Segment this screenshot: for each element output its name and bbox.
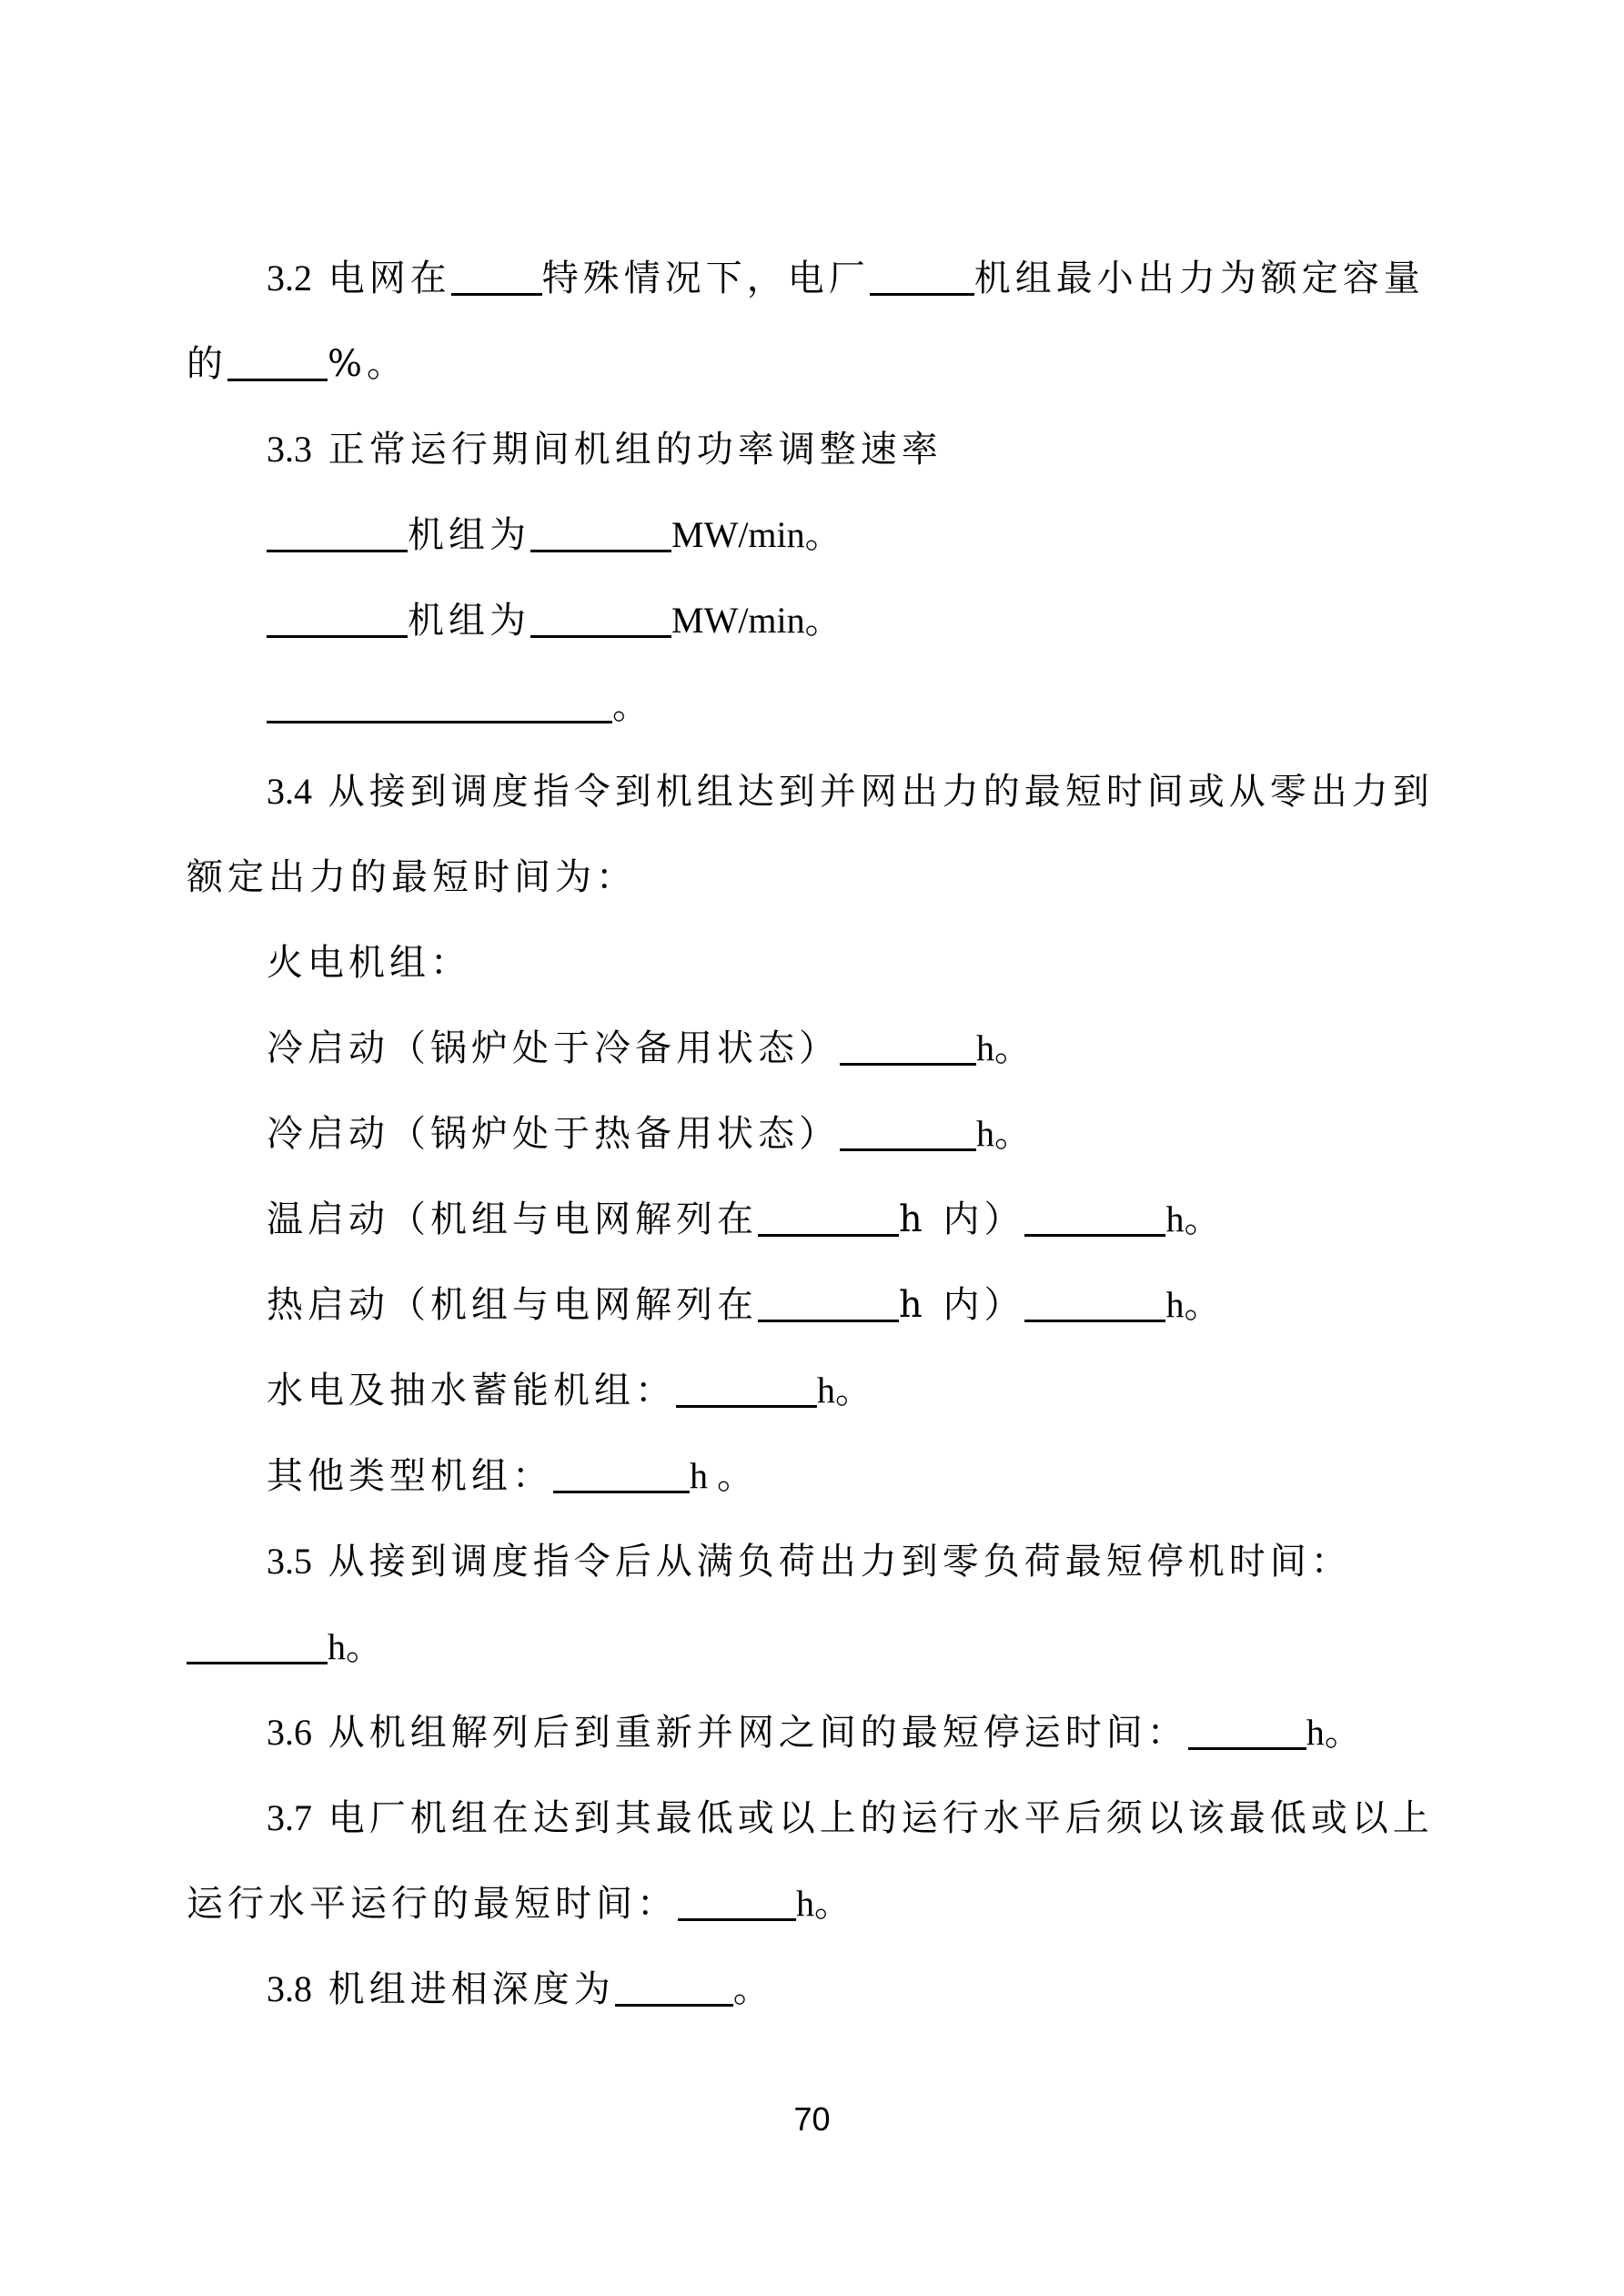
other-unit-types bbox=[267, 1454, 753, 1498]
text: %。 bbox=[328, 343, 409, 385]
text: MW/min。 bbox=[671, 514, 842, 555]
section-3-7-line-1 bbox=[267, 1796, 1434, 1840]
text: 机组进相深度为 bbox=[328, 1968, 615, 2010]
section-number: 3.6 bbox=[267, 1712, 312, 1753]
text: h。 bbox=[1306, 1712, 1361, 1753]
text: 。 bbox=[732, 1968, 774, 2010]
hydro-pumped-storage bbox=[267, 1369, 872, 1412]
text: 正常运行期间机组的功率调整速率 bbox=[328, 429, 943, 470]
text: 从机组解列后到重新并网之间的最短停运时间： bbox=[328, 1712, 1188, 1754]
text: h。 bbox=[328, 1626, 382, 1667]
text: 火电机组： bbox=[267, 942, 471, 984]
text: 冷启动（锅炉处于冷备用状态） bbox=[267, 1027, 840, 1069]
text: h。 bbox=[1165, 1199, 1221, 1239]
section-3-6 bbox=[267, 1711, 1361, 1755]
blank-field[interactable] bbox=[553, 1460, 690, 1493]
blank-field[interactable] bbox=[676, 1374, 817, 1408]
text: h 内） bbox=[899, 1199, 1025, 1240]
text: 特殊情况下，电厂 bbox=[541, 258, 870, 299]
section-3-5-line-2 bbox=[187, 1625, 382, 1669]
text: 电厂机组在达到其最低或以上的运行水平后须以该最低或以上 bbox=[328, 1797, 1434, 1839]
section-3-2-line-2 bbox=[187, 342, 408, 386]
text: 水电及抽水蓄能机组： bbox=[267, 1370, 676, 1411]
page-number: 70 bbox=[793, 2100, 831, 2138]
cold-start-cold-standby bbox=[267, 1027, 1031, 1070]
section-3-5-line-1 bbox=[267, 1540, 1352, 1583]
blank-field[interactable] bbox=[1188, 1716, 1306, 1750]
blank-field[interactable] bbox=[758, 1203, 899, 1237]
blank-field[interactable] bbox=[678, 1887, 796, 1921]
section-number: 3.7 bbox=[267, 1797, 312, 1838]
text: h。 bbox=[796, 1883, 851, 1924]
section-3-8 bbox=[267, 1967, 774, 2011]
section-3-3-line-3 bbox=[267, 684, 653, 728]
blank-field[interactable] bbox=[870, 262, 974, 296]
blank-field[interactable] bbox=[451, 262, 542, 296]
text: h。 bbox=[817, 1370, 872, 1411]
section-3-3-line-2 bbox=[267, 599, 842, 642]
text: 从接到调度指令到机组达到并网出力的最短时间或从零出力到 bbox=[328, 771, 1434, 813]
blank-field[interactable] bbox=[1024, 1203, 1165, 1237]
text: 冷启动（锅炉处于热备用状态） bbox=[267, 1113, 840, 1155]
blank-field[interactable] bbox=[840, 1032, 976, 1066]
section-number: 3.5 bbox=[267, 1541, 312, 1582]
text: 其他类型机组： bbox=[267, 1455, 553, 1497]
section-3-3-line-1 bbox=[267, 513, 842, 557]
hot-start bbox=[267, 1283, 1220, 1327]
blank-field[interactable] bbox=[267, 519, 408, 552]
blank-field[interactable] bbox=[227, 348, 328, 381]
text: 。 bbox=[612, 685, 653, 727]
section-3-7-line-2 bbox=[187, 1882, 851, 1926]
blank-field[interactable] bbox=[758, 1289, 899, 1322]
section-3-2-line-1 bbox=[267, 257, 1425, 300]
cold-start-hot-standby bbox=[267, 1112, 1031, 1156]
text: 机组最小出力为额定容量 bbox=[973, 258, 1425, 299]
blank-field[interactable] bbox=[267, 604, 408, 638]
text: MW/min。 bbox=[671, 600, 842, 641]
section-number: 3.4 bbox=[267, 771, 312, 812]
text: 热启动（机组与电网解列在 bbox=[267, 1284, 758, 1326]
section-number: 3.2 bbox=[267, 258, 312, 298]
blank-field[interactable] bbox=[840, 1118, 976, 1151]
blank-field[interactable] bbox=[615, 1973, 733, 2007]
section-3-4-line-2 bbox=[187, 855, 637, 899]
text: h。 bbox=[1165, 1284, 1221, 1325]
section-3-4-line-1 bbox=[267, 770, 1434, 814]
text: 电网在 bbox=[328, 258, 451, 299]
text: 额定出力的最短时间为： bbox=[187, 856, 637, 898]
text: 从接到调度指令后从满负荷出力到零负荷最短停机时间： bbox=[328, 1541, 1352, 1583]
blank-field[interactable] bbox=[1024, 1289, 1165, 1322]
thermal-unit-heading bbox=[267, 941, 471, 985]
blank-field[interactable] bbox=[267, 690, 612, 723]
text: 的 bbox=[187, 343, 227, 385]
section-3-3-title bbox=[267, 428, 943, 471]
blank-field[interactable] bbox=[530, 604, 671, 638]
blank-field[interactable] bbox=[187, 1631, 328, 1664]
text: 机组为 bbox=[408, 514, 530, 556]
text: 温启动（机组与电网解列在 bbox=[267, 1199, 758, 1240]
text: h。 bbox=[976, 1027, 1031, 1068]
section-number: 3.8 bbox=[267, 1968, 312, 2009]
section-number: 3.3 bbox=[267, 429, 312, 470]
blank-field[interactable] bbox=[530, 519, 671, 552]
text: h 内） bbox=[899, 1284, 1025, 1326]
text: h 。 bbox=[690, 1455, 753, 1496]
text: h。 bbox=[976, 1113, 1031, 1154]
text: 机组为 bbox=[408, 600, 530, 642]
warm-start bbox=[267, 1198, 1220, 1241]
text: 运行水平运行的最短时间： bbox=[187, 1883, 678, 1925]
